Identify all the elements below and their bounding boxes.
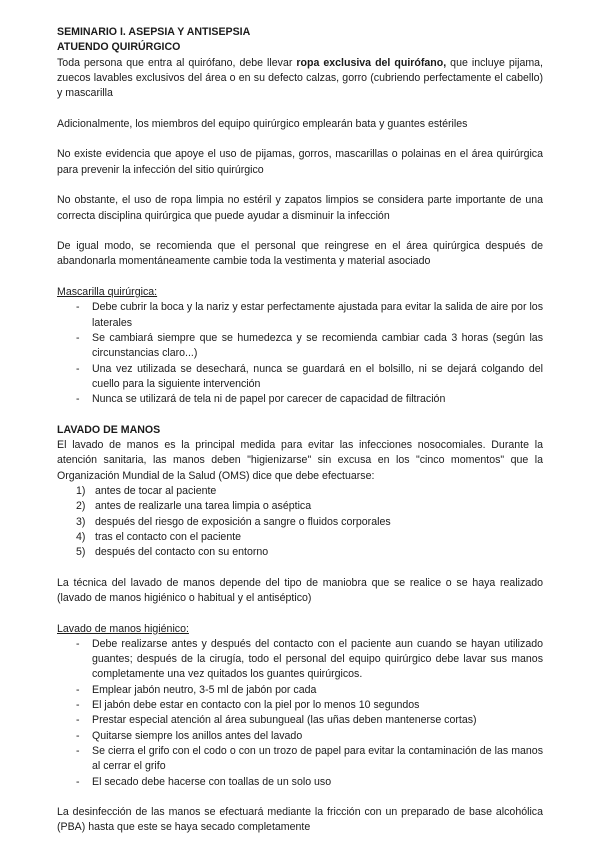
dash-bullet: - [76,362,80,375]
list-item: - Nunca se utilizará de tela ni de papel por carecer de capacidad de filtración [57,392,543,407]
list-item: - El jabón debe estar en contacto con la piel por lo menos 10 segundos [57,698,543,713]
dash-bullet: - [76,683,80,696]
list-number: 2) [76,500,86,513]
paragraph-evidencia: No existe evidencia que apoye el uso de pijamas, gorros, mascarillas o polainas en el área quirúrgica para prevenir la infección del sitio quirúrgico [57,148,543,176]
list-item: - Se cambiará siempre que se humedezca y se recomienda cambiar cada 3 horas (según las circunstancias claro...) [76,331,543,360]
heading-mascarilla: Mascarilla quirúrgica: [57,286,158,299]
heading-higienico: Lavado de manos higiénico: [57,622,189,635]
dash-bullet: - [76,393,80,406]
list-number: 4) [76,530,86,543]
dash-bullet: - [76,637,80,650]
list-item: - Quitarse siempre los anillos antes del lavado [57,729,543,744]
paragraph-desinfeccion: La desinfección de las manos se efectuará mediante la fricción con un preparado de base alcohólica (PBA) hasta que este se haya secado completamente [57,806,543,834]
list-item: 4) tras el contacto con el paciente [57,530,543,545]
list-item: - Emplear jabón neutro, 3-5 ml de jabón por cada [57,683,543,698]
paragraph-ropa-bold: ropa exclusiva del quirófano, [296,56,447,69]
dash-bullet: - [76,744,80,757]
paragraph-ropa [57,56,543,102]
paragraph-bata: Adicionalmente, los miembros del equipo quirúrgico emplearán bata y guantes estériles [57,117,468,130]
paragraph-lavado-intro: El lavado de manos es la principal medida para evitar las infecciones nosocomiales. Durante la atención sanitaria, las manos deben "higienizarse" sin excusa en los "cinco momentos" que la Organización Mundial de la Salud (OMS) dice que debe efectuarse: [57,439,543,482]
dash-bullet: - [76,301,80,314]
section-title-atuendo: ATUENDO QUIRÚRGICO [57,41,181,54]
list-number: 1) [76,484,86,497]
moments-list [57,484,543,560]
list-item: - Se cierra el grifo con el codo o con un trozo de papel para evitar la contaminación de las manos al cerrar el grifo [76,744,543,773]
higienico-list [57,637,543,790]
list-item: 2) antes de realizarle una tarea limpia o aséptica [57,499,543,514]
list-number: 5) [76,546,86,559]
list-item: - Prestar especial atención al área subungueal (las uñas deben mantenerse cortas) [57,713,543,728]
seminar-title: SEMINARIO I. ASEPSIA Y ANTISEPSIA [57,26,251,38]
list-item: - Debe realizarse antes y después del contacto con el paciente aun cuando se hayan utilizado guantes; después de la cirugía, todo el personal del equipo quirúrgico debe lavar sus manos completamente una vez quitados los guantes quirúrgicos. [76,637,543,681]
mascarilla-list [57,300,543,407]
paragraph-tecnica: La técnica del lavado de manos depende del tipo de maniobra que se realice o se haya realizado (lavado de manos higiénico o habitual y el antiséptico) [57,576,543,604]
section-title-lavado: LAVADO DE MANOS [57,423,161,436]
paragraph-ropa-limpia: No obstante, el uso de ropa limpia no estéril y zapatos limpios se considera parte importante de una correcta disciplina quirúrgica que puede ayudar a disminuir la infección [57,194,543,222]
paragraph-reingreso: De igual modo, se recomienda que el personal que reingrese en el área quirúrgica después de abandonarla momentáneamente cambie toda la vestimenta y material asociado [57,240,543,268]
list-item: - El secado debe hacerse con toallas de un solo uso [57,775,543,790]
list-item: 1) antes de tocar al paciente [57,484,543,499]
list-item: 3) después del riesgo de exposición a sangre o fluidos corporales [57,515,543,530]
list-item: - Debe cubrir la boca y la nariz y estar perfectamente ajustada para evitar la salida de aire por los laterales [76,301,543,329]
dash-bullet: - [76,775,80,788]
paragraph-ropa-a: Toda persona que entra al quirófano, debe llevar [57,56,297,69]
dash-bullet: - [76,699,80,712]
dash-bullet: - [76,331,80,344]
document-page [57,25,543,836]
list-number: 3) [76,515,86,528]
dash-bullet: - [76,714,80,727]
list-item: - Una vez utilizada se desechará, nunca se guardará en el bolsillo, ni se dejará colgando del cuello para la siguiente intervención [76,362,543,390]
list-item: 5) después del contacto con su entorno [57,545,543,560]
paragraph-ropa-c: que incluye pijama, zuecos lavables exclusivos del área o en su defecto calzas, gorro (cubriendo perfectamente el cabello) y mascarilla [57,56,543,100]
dash-bullet: - [76,729,80,742]
